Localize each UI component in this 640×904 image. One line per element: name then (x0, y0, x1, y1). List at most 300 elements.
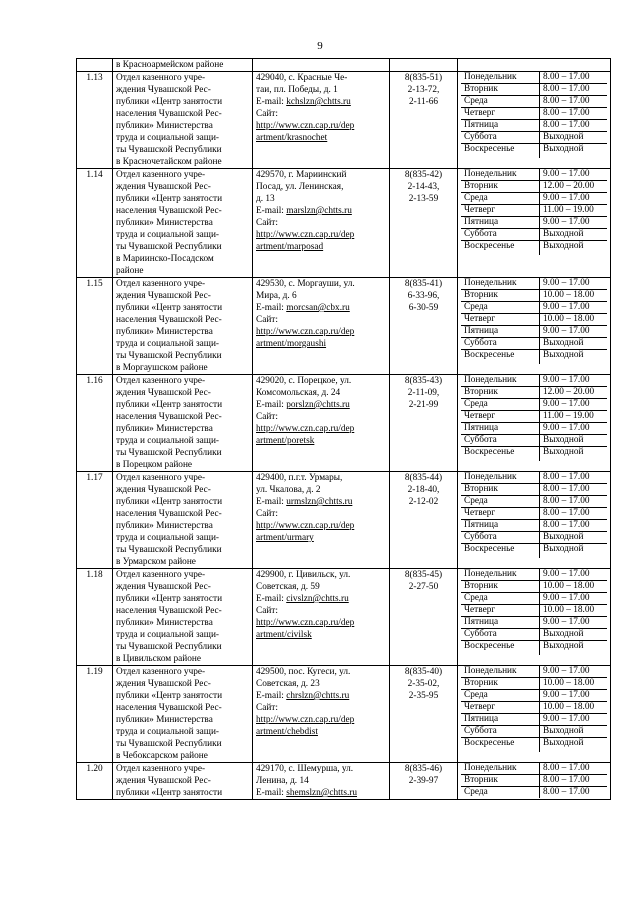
organization-name-line: труда и социальной защи- (116, 339, 220, 349)
phone-line: 2-12-02 (408, 497, 439, 507)
schedule-row (461, 666, 607, 678)
address-cell (253, 169, 390, 278)
schedule-hours: 9.00 – 17.00 (540, 690, 608, 702)
schedule-cell (458, 278, 611, 375)
phone-line: 6-30-59 (408, 303, 439, 313)
email-link[interactable]: urmslzn@chtts.ru (286, 497, 353, 507)
schedule-hours: 8.00 – 17.00 (540, 120, 608, 132)
schedule-row (461, 120, 607, 132)
phone-line: 2-18-40, (407, 485, 440, 495)
schedule-row (461, 581, 607, 593)
phone-line: 2-27-50 (408, 582, 439, 592)
schedule-day: Вторник (461, 181, 540, 193)
schedule-row (461, 629, 607, 641)
schedule-hours: 8.00 – 17.00 (540, 484, 608, 496)
schedule-hours: 10.00 – 18.00 (540, 702, 608, 714)
phone-cell (390, 666, 458, 763)
schedule-hours: 10.00 – 18.00 (540, 678, 608, 690)
phone-line: 8(835-41) (404, 279, 443, 289)
website-link[interactable]: http://www.czn.cap.ru/dep (256, 521, 355, 531)
phone-line: 8(835-40) (404, 667, 443, 677)
organization-name-line: ты Чувашской Республики (116, 545, 222, 555)
email-label: E-mail: (256, 206, 287, 216)
organization-name-line: труда и социальной защи- (116, 436, 220, 446)
organization-name-line: Отдел казенного учре- (116, 570, 206, 580)
organization-name (113, 763, 253, 800)
organization-name-line: в Чебоксарском районе (116, 751, 208, 761)
address-cell (253, 763, 390, 800)
schedule-day: Понедельник (461, 169, 540, 181)
organization-name-line: труда и социальной защи- (116, 630, 220, 640)
schedule-hours: 8.00 – 17.00 (540, 787, 608, 799)
site-label: Сайт: (256, 412, 278, 422)
schedule-day: Среда (461, 593, 540, 605)
organization-name-line: Отдел казенного учре- (116, 473, 206, 483)
phone-line: 8(835-45) (404, 570, 443, 580)
schedule-hours: 10.00 – 18.00 (540, 290, 608, 302)
website-link[interactable]: http://www.czn.cap.ru/dep (256, 327, 355, 337)
phone-cell (390, 169, 458, 278)
schedule-hours: Выходной (540, 144, 608, 159)
schedule-hours: Выходной (540, 629, 608, 641)
phone-cell (390, 472, 458, 569)
organization-name (113, 169, 253, 278)
schedule-day: Четверг (461, 605, 540, 617)
table-row (77, 278, 611, 375)
schedule-day: Пятница (461, 714, 540, 726)
schedule-day: Воскресенье (461, 641, 540, 656)
site-label: Сайт: (256, 218, 278, 228)
schedule-row (461, 302, 607, 314)
schedule-day: Вторник (461, 290, 540, 302)
schedule-day: Пятница (461, 617, 540, 629)
schedule-hours: Выходной (540, 544, 608, 559)
schedule-day: Воскресенье (461, 350, 540, 365)
schedule-row (461, 472, 607, 484)
email-line (256, 399, 386, 411)
schedule-row (461, 375, 607, 387)
schedule-day: Четверг (461, 411, 540, 423)
schedule-hours: 9.00 – 17.00 (540, 423, 608, 435)
email-link[interactable]: porslzn@chtts.ru (286, 400, 350, 410)
table-row (77, 472, 611, 569)
schedule-row (461, 411, 607, 423)
website-link[interactable]: http://www.czn.cap.ru/dep (256, 121, 355, 131)
schedule-row (461, 484, 607, 496)
schedule-hours: 10.00 – 18.00 (540, 581, 608, 593)
schedule-hours: 8.00 – 17.00 (540, 508, 608, 520)
address-line: Советская, д. 59 (256, 582, 320, 592)
schedule-day: Среда (461, 496, 540, 508)
address-line: Советская, д. 23 (256, 679, 320, 689)
phone-line: 2-39-97 (408, 776, 439, 786)
schedule-row (461, 702, 607, 714)
schedule-day: Четверг (461, 508, 540, 520)
schedule-day: Среда (461, 399, 540, 411)
employment-centers-table (76, 58, 611, 800)
organization-name-line: публики «Центр занятости (116, 691, 223, 701)
organization-name-line: труда и социальной защи- (116, 727, 220, 737)
schedule-row (461, 278, 607, 290)
website-link[interactable]: http://www.czn.cap.ru/dep (256, 424, 355, 434)
schedule-hours: 8.00 – 17.00 (540, 96, 608, 108)
site-label: Сайт: (256, 606, 278, 616)
schedule-row (461, 338, 607, 350)
schedule-row (461, 84, 607, 96)
organization-name-line: ждения Чувашской Рес- (116, 291, 211, 301)
schedule-day: Суббота (461, 338, 540, 350)
schedule-cell (458, 763, 611, 800)
entry-number: 1.15 (77, 278, 113, 375)
schedule-day: Воскресенье (461, 144, 540, 159)
phone-line: 2-13-59 (408, 194, 439, 204)
entry-number: 1.13 (77, 72, 113, 169)
schedule-hours: 9.00 – 17.00 (540, 169, 608, 181)
entry-number: 1.19 (77, 666, 113, 763)
address-line: 429020, с. Порецкое, ул. (256, 376, 352, 386)
schedule-table (461, 375, 607, 461)
organization-name-line: Отдел казенного учре- (116, 73, 206, 83)
phone-line: 2-35-02, (407, 679, 440, 689)
schedule-hours: Выходной (540, 241, 608, 256)
schedule-table (461, 569, 607, 655)
organization-name-line: ждения Чувашской Рес- (116, 182, 211, 192)
schedule-hours: Выходной (540, 738, 608, 753)
schedule-table (461, 763, 607, 798)
schedule-day: Понедельник (461, 569, 540, 581)
organization-name-line: публики» Министерства (116, 424, 213, 434)
address-line: 429530, с. Моргауши, ул. (256, 279, 355, 289)
organization-name-line: публики «Центр занятости (116, 97, 223, 107)
site-label: Сайт: (256, 315, 278, 325)
email-line (256, 96, 386, 108)
email-link[interactable]: kchslzn@chtts.ru (286, 97, 351, 107)
email-line (256, 690, 386, 702)
phone-line: 2-14-43, (407, 182, 440, 192)
email-label: E-mail: (256, 691, 287, 701)
email-line (256, 787, 386, 799)
organization-name-line: населения Чувашской Рес- (116, 412, 222, 422)
schedule-hours: 9.00 – 17.00 (540, 326, 608, 338)
organization-name-line: ждения Чувашской Рес- (116, 388, 211, 398)
address-line: 429570, г. Мариинский (256, 170, 347, 180)
website-link[interactable]: http://www.czn.cap.ru/dep (256, 230, 355, 240)
address-cell (253, 666, 390, 763)
schedule-cell (458, 169, 611, 278)
schedule-day: Четверг (461, 205, 540, 217)
schedule-hours: Выходной (540, 229, 608, 241)
address-line: 429040, с. Красные Че- (256, 73, 348, 83)
schedule-row (461, 435, 607, 447)
address-line: 429500, пос. Кугеси, ул. (256, 667, 351, 677)
phone-line: 8(835-46) (404, 764, 443, 774)
schedule-day: Пятница (461, 217, 540, 229)
organization-name-line: труда и социальной защи- (116, 533, 220, 543)
schedule-day: Пятница (461, 520, 540, 532)
organization-name-line: публики «Центр занятости (116, 400, 223, 410)
organization-name-line: ты Чувашской Республики (116, 448, 222, 458)
address-line: 429900, г. Цивильск, ул. (256, 570, 351, 580)
schedule-hours: Выходной (540, 641, 608, 656)
schedule-hours: Выходной (540, 726, 608, 738)
address-line: д. 13 (256, 194, 275, 204)
email-link[interactable]: shemslzn@chtts.ru (286, 788, 358, 798)
address-cell (253, 472, 390, 569)
schedule-hours: 9.00 – 17.00 (540, 278, 608, 290)
entry-number: 1.17 (77, 472, 113, 569)
schedule-day: Вторник (461, 581, 540, 593)
schedule-day: Среда (461, 787, 540, 799)
website-link[interactable]: http://www.czn.cap.ru/dep (256, 715, 355, 725)
schedule-day: Среда (461, 302, 540, 314)
continuation-row (77, 59, 611, 72)
schedule-row (461, 617, 607, 629)
schedule-hours: Выходной (540, 338, 608, 350)
schedule-cell (458, 375, 611, 472)
organization-name-line: ты Чувашской Республики (116, 351, 222, 361)
schedule-table (461, 72, 607, 158)
schedule-row (461, 520, 607, 532)
schedule-row (461, 714, 607, 726)
email-line (256, 205, 386, 217)
schedule-row (461, 350, 607, 365)
schedule-row (461, 763, 607, 775)
address-cell (253, 569, 390, 666)
schedule-cell (458, 569, 611, 666)
schedule-row (461, 399, 607, 411)
schedule-day: Воскресенье (461, 241, 540, 256)
organization-name-line: труда и социальной защи- (116, 133, 220, 143)
organization-name-line: публики» Министерства (116, 521, 213, 531)
schedule-day: Понедельник (461, 763, 540, 775)
organization-name-line: ждения Чувашской Рес- (116, 85, 211, 95)
schedule-day: Суббота (461, 229, 540, 241)
schedule-hours: 8.00 – 17.00 (540, 520, 608, 532)
email-label: E-mail: (256, 594, 287, 604)
organization-name-line: в Мариинско-Посадском (116, 254, 214, 264)
schedule-cell (458, 72, 611, 169)
schedule-cell (458, 472, 611, 569)
organization-name-line: Отдел казенного учре- (116, 170, 206, 180)
schedule-row (461, 569, 607, 581)
schedule-row (461, 217, 607, 229)
address-line: 429170, с. Шемурша, ул. (256, 764, 354, 774)
email-link[interactable]: civslzn@chtts.ru (286, 594, 349, 604)
organization-name-line: Отдел казенного учре- (116, 279, 206, 289)
schedule-row (461, 326, 607, 338)
phone-cell (390, 375, 458, 472)
schedule-hours: Выходной (540, 447, 608, 462)
organization-name-line: ждения Чувашской Рес- (116, 582, 211, 592)
organization-name-line: публики» Министерства (116, 121, 213, 131)
website-link-continued[interactable]: artment/krasnochet (256, 133, 328, 143)
schedule-day: Четверг (461, 702, 540, 714)
schedule-day: Пятница (461, 120, 540, 132)
schedule-hours: 8.00 – 17.00 (540, 496, 608, 508)
continuation-text: в Красноармейском районе (113, 59, 253, 72)
schedule-day: Среда (461, 96, 540, 108)
schedule-hours: 9.00 – 17.00 (540, 714, 608, 726)
schedule-hours: 9.00 – 17.00 (540, 217, 608, 229)
schedule-day: Понедельник (461, 666, 540, 678)
organization-name-line: населения Чувашской Рес- (116, 315, 222, 325)
organization-name-line: в Урмарском районе (116, 557, 196, 567)
schedule-row (461, 96, 607, 108)
phone-line: 8(835-43) (404, 376, 443, 386)
address-line: 429400, п.г.т. Урмары, (256, 473, 343, 483)
schedule-table (461, 472, 607, 558)
organization-name-line: в Цивильском районе (116, 654, 201, 664)
organization-name-line: населения Чувашской Рес- (116, 109, 222, 119)
website-link[interactable]: http://www.czn.cap.ru/dep (256, 618, 355, 628)
schedule-hours: 8.00 – 17.00 (540, 775, 608, 787)
address-cell (253, 375, 390, 472)
schedule-hours: Выходной (540, 350, 608, 365)
schedule-hours: 8.00 – 17.00 (540, 72, 608, 84)
phone-line: 2-11-09, (407, 388, 440, 398)
organization-name-line: ты Чувашской Республики (116, 145, 222, 155)
schedule-row (461, 132, 607, 144)
schedule-row (461, 181, 607, 193)
website-link-continued[interactable]: artment/chebdist (256, 727, 318, 737)
email-label: E-mail: (256, 303, 287, 313)
website-link-continued[interactable]: artment/morgaushi (256, 339, 327, 349)
phone-line: 8(835-42) (404, 170, 443, 180)
address-line: Ленина, д. 14 (256, 776, 309, 786)
schedule-day: Суббота (461, 435, 540, 447)
schedule-row (461, 690, 607, 702)
email-link[interactable]: chrslzn@chtts.ru (286, 691, 350, 701)
organization-name-line: ждения Чувашской Рес- (116, 485, 211, 495)
phone-line: 2-35-95 (408, 691, 439, 701)
address-line: Комсомольская, д. 24 (256, 388, 341, 398)
website-link-continued[interactable]: artment/civilsk (256, 630, 312, 640)
table-row (77, 569, 611, 666)
address-line: ул. Чкалова, д. 2 (256, 485, 321, 495)
schedule-row (461, 314, 607, 326)
schedule-hours: 12.00 – 20.00 (540, 387, 608, 399)
organization-name-line: в Моргаушском районе (116, 363, 208, 373)
schedule-hours: 8.00 – 17.00 (540, 108, 608, 120)
table-row (77, 72, 611, 169)
schedule-row (461, 726, 607, 738)
email-label: E-mail: (256, 497, 287, 507)
organization-name-line: населения Чувашской Рес- (116, 606, 222, 616)
phone-cell (390, 72, 458, 169)
schedule-row (461, 169, 607, 181)
schedule-hours: 11.00 – 19.00 (540, 411, 608, 423)
schedule-hours: 11.00 – 19.00 (540, 205, 608, 217)
email-line (256, 302, 386, 314)
organization-name (113, 666, 253, 763)
organization-name-line: ты Чувашской Республики (116, 642, 222, 652)
organization-name-line: населения Чувашской Рес- (116, 703, 222, 713)
schedule-hours: Выходной (540, 132, 608, 144)
schedule-row (461, 787, 607, 799)
site-label: Сайт: (256, 109, 278, 119)
table-row (77, 169, 611, 278)
organization-name-line: публики» Министерства (116, 618, 213, 628)
schedule-day: Воскресенье (461, 544, 540, 559)
phone-cell (390, 763, 458, 800)
schedule-day: Суббота (461, 726, 540, 738)
organization-name-line: публики «Центр занятости (116, 194, 223, 204)
schedule-day: Суббота (461, 132, 540, 144)
schedule-day: Четверг (461, 314, 540, 326)
schedule-day: Четверг (461, 108, 540, 120)
schedule-row (461, 605, 607, 617)
site-label: Сайт: (256, 703, 278, 713)
address-line: Посад, ул. Ленинская, (256, 182, 344, 192)
schedule-table (461, 169, 607, 255)
address-line: Мира, д. 6 (256, 291, 297, 301)
schedule-table (461, 666, 607, 752)
organization-name (113, 375, 253, 472)
schedule-hours: 8.00 – 17.00 (540, 84, 608, 96)
schedule-row (461, 738, 607, 753)
schedule-cell (458, 666, 611, 763)
schedule-hours: Выходной (540, 435, 608, 447)
website-link-continued[interactable]: artment/poretsk (256, 436, 315, 446)
organization-name-line: публики «Центр занятости (116, 788, 223, 798)
organization-name (113, 72, 253, 169)
page-number: 9 (317, 40, 323, 52)
schedule-hours: 9.00 – 17.00 (540, 375, 608, 387)
organization-name-line: публики» Министерства (116, 327, 213, 337)
entry-number: 1.20 (77, 763, 113, 800)
organization-name-line: Отдел казенного учре- (116, 376, 206, 386)
organization-name-line: населения Чувашской Рес- (116, 206, 222, 216)
schedule-day: Понедельник (461, 375, 540, 387)
website-link-continued[interactable]: artment/marposad (256, 242, 324, 252)
schedule-day: Вторник (461, 387, 540, 399)
email-link[interactable]: morcsan@cbx.ru (286, 303, 350, 313)
schedule-hours: 10.00 – 18.00 (540, 605, 608, 617)
schedule-hours: 8.00 – 17.00 (540, 472, 608, 484)
schedule-row (461, 447, 607, 462)
organization-name-line: ждения Чувашской Рес- (116, 776, 211, 786)
organization-name-line: публики «Центр занятости (116, 497, 223, 507)
schedule-row (461, 193, 607, 205)
organization-name-line: публики» Министерства (116, 715, 213, 725)
schedule-hours: 9.00 – 17.00 (540, 666, 608, 678)
website-link-continued[interactable]: artment/urmary (256, 533, 314, 543)
schedule-day: Понедельник (461, 472, 540, 484)
schedule-hours: 10.00 – 18.00 (540, 314, 608, 326)
address-cell (253, 72, 390, 169)
organization-name-line: ты Чувашской Республики (116, 242, 222, 252)
organization-name-line: районе (116, 266, 144, 276)
schedule-day: Суббота (461, 532, 540, 544)
phone-line: 8(835-44) (404, 473, 443, 483)
schedule-day: Вторник (461, 484, 540, 496)
table-row (77, 375, 611, 472)
organization-name (113, 472, 253, 569)
organization-name-line: публики «Центр занятости (116, 594, 223, 604)
schedule-day: Понедельник (461, 72, 540, 84)
email-line (256, 496, 386, 508)
email-label: E-mail: (256, 97, 287, 107)
schedule-day: Среда (461, 193, 540, 205)
schedule-hours: 9.00 – 17.00 (540, 399, 608, 411)
schedule-row (461, 290, 607, 302)
email-link[interactable]: marslzn@chtts.ru (286, 206, 352, 216)
phone-line: 2-13-72, (407, 85, 440, 95)
schedule-row (461, 532, 607, 544)
schedule-day: Воскресенье (461, 447, 540, 462)
phone-line: 6-33-96, (407, 291, 440, 301)
schedule-hours: 9.00 – 17.00 (540, 617, 608, 629)
